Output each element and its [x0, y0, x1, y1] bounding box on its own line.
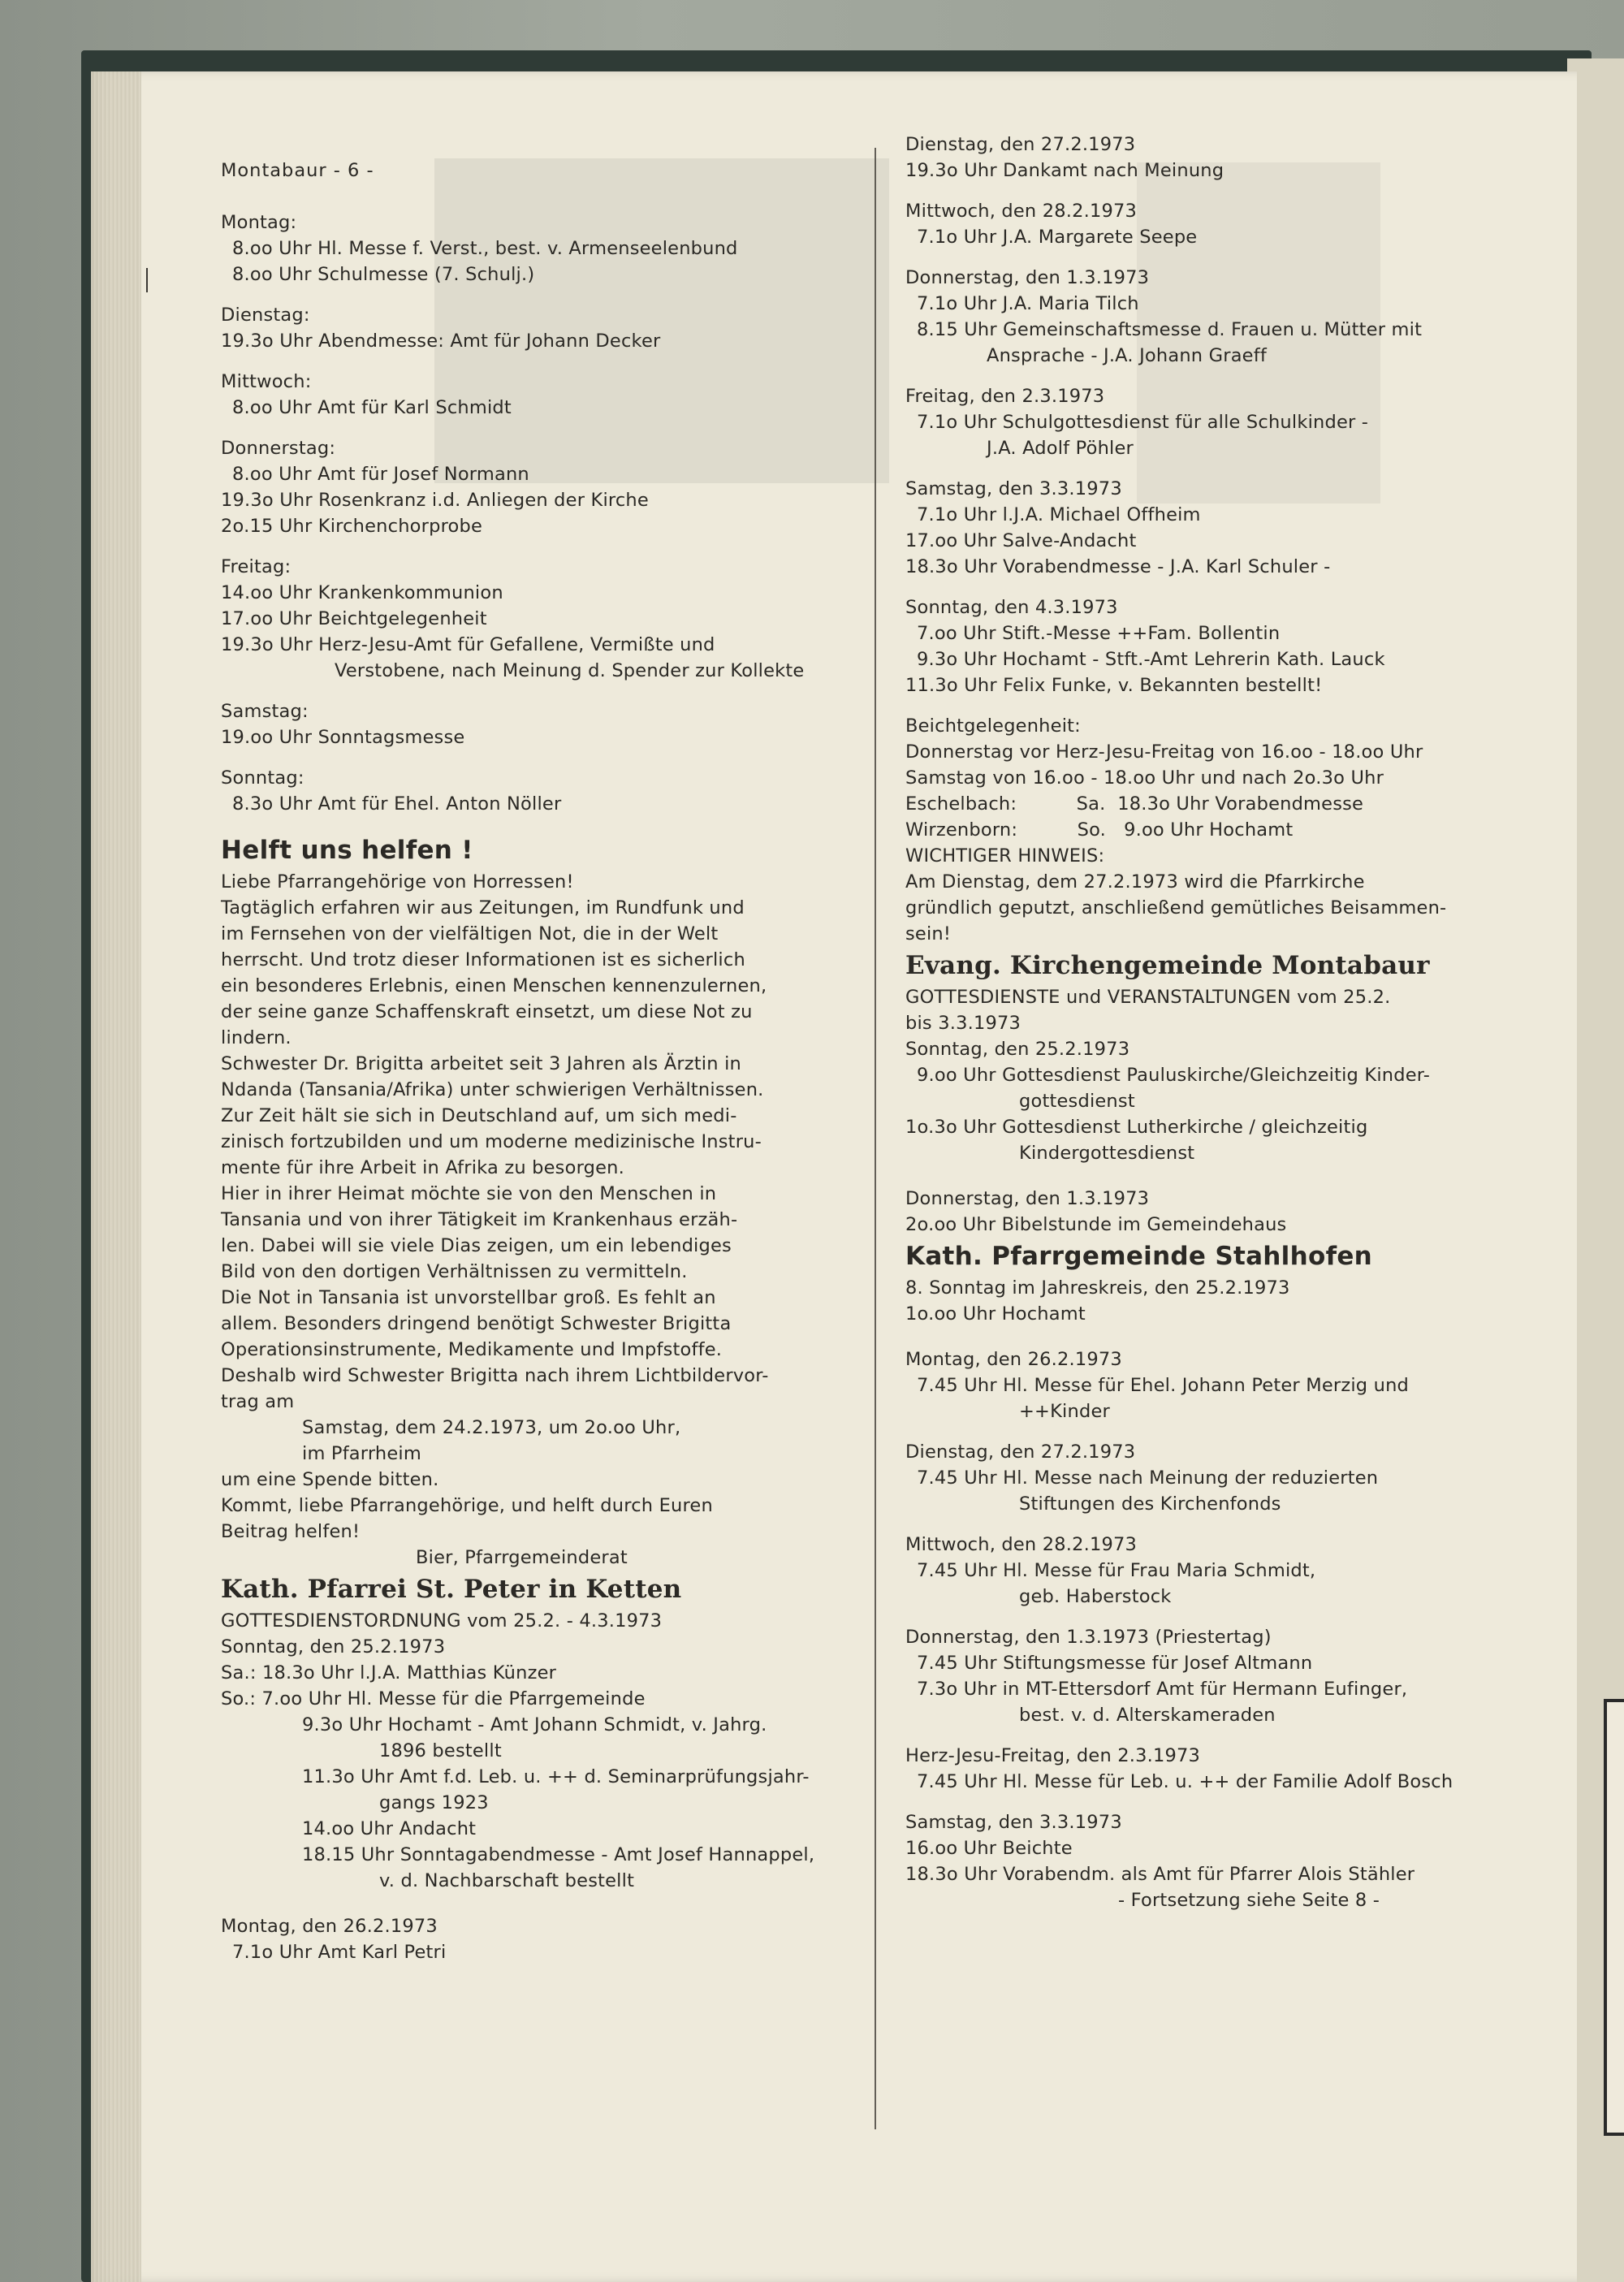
spacer — [221, 750, 870, 765]
text-line: Samstag: — [221, 701, 309, 722]
text-line: gangs 1923 — [379, 1792, 489, 1813]
text-line: 1896 bestellt — [379, 1740, 502, 1761]
text-line: Sonntag, den 4.3.1973 — [905, 597, 1118, 618]
text-line: Donnerstag, den 1.3.1973 — [905, 267, 1150, 288]
text-line: Kindergottesdienst — [1019, 1143, 1195, 1164]
text-line: bis 3.3.1973 — [905, 1013, 1021, 1034]
text-line: Sonntag, den 25.2.1973 — [221, 1636, 446, 1657]
text-line: Liebe Pfarrangehörige von Horressen! — [221, 871, 574, 892]
text-line: Samstag, den 3.3.1973 — [905, 1812, 1122, 1833]
text-line: zinisch fortzubilden und um moderne medizinische Instru- — [221, 1131, 762, 1152]
text-line: Sonntag, den 25.2.1973 — [905, 1039, 1130, 1060]
text-line: Tansania und von ihrer Tätigkeit im Krankenhaus erzäh- — [221, 1209, 738, 1230]
text-line: gründlich geputzt, anschließend gemütliches Beisammen- — [905, 897, 1447, 918]
text-line: 11.3o Uhr Felix Funke, v. Bekannten bestellt! — [905, 675, 1323, 696]
text-line: best. v. d. Alterskameraden — [1019, 1705, 1276, 1726]
text-line: len. Dabei will sie viele Dias zeigen, um ein lebendiges — [221, 1235, 732, 1256]
spacer — [221, 539, 870, 554]
spacer — [905, 1424, 1547, 1439]
text-line: 7.1o Uhr J.A. Maria Tilch — [917, 293, 1139, 314]
text-line: ++Kinder — [1019, 1401, 1110, 1422]
text-line: Montag, den 26.2.1973 — [905, 1349, 1122, 1370]
text-line: 8.15 Uhr Gemeinschaftsmesse d. Frauen u. Mütter mit — [917, 319, 1423, 340]
text-line: um eine Spende bitten. — [221, 1469, 439, 1490]
text-line: Samstag, dem 24.2.1973, um 2o.oo Uhr, — [302, 1417, 681, 1438]
text-line: Ndanda (Tansania/Afrika) unter schwierigen Verhältnissen. — [221, 1079, 764, 1100]
text-line: Beichtgelegenheit: — [905, 715, 1081, 737]
left-column — [221, 106, 870, 1965]
text-line: Donnerstag: — [221, 438, 336, 459]
page-stack-edge — [91, 71, 141, 2282]
text-line: 8. Sonntag im Jahreskreis, den 25.2.1973 — [905, 1277, 1290, 1299]
text-line: Mittwoch: — [221, 371, 312, 392]
text-line: Wirzenborn: So. 9.oo Uhr Hochamt — [905, 819, 1294, 841]
spacer — [221, 1894, 870, 1913]
page-header: Montabaur - 6 - — [221, 160, 374, 181]
text-line: 7.1o Uhr Schulgottesdienst für alle Schulkinder - — [917, 412, 1369, 433]
text-line: herrscht. Und trotz dieser Informationen ist es sicherlich — [221, 949, 745, 970]
spacer — [221, 817, 870, 832]
text-line: 19.3o Uhr Rosenkranz i.d. Anliegen der Kirche — [221, 490, 649, 511]
spacer — [905, 369, 1547, 383]
text-line: 1o.oo Uhr Hochamt — [905, 1303, 1086, 1325]
text-line: 19.3o Uhr Abendmesse: Amt für Johann Decker — [221, 331, 661, 352]
section-heading: Kath. Pfarrgemeinde Stahlhofen — [905, 1242, 1373, 1271]
text-line: Ansprache - J.A. Johann Graeff — [987, 345, 1267, 366]
text-line: - Fortsetzung siehe Seite 8 - — [1118, 1890, 1380, 1911]
text-line: Tagtäglich erfahren wir aus Zeitungen, im Rundfunk und — [221, 897, 745, 918]
text-line: 17.oo Uhr Salve-Andacht — [905, 530, 1137, 551]
text-line: Die Not in Tansania ist unvorstellbar groß. Es fehlt an — [221, 1287, 716, 1308]
margin-mark — [146, 268, 148, 292]
text-line: 19.3o Uhr Dankamt nach Meinung — [905, 160, 1224, 181]
text-line: Hier in ihrer Heimat möchte sie von den Menschen in — [221, 1183, 717, 1204]
text-line: 7.45 Uhr Hl. Messe für Ehel. Johann Peter Merzig und — [917, 1375, 1410, 1396]
spacer — [905, 1327, 1547, 1346]
text-line: 7.45 Uhr Hl. Messe für Leb. u. ++ der Familie Adolf Bosch — [917, 1771, 1453, 1792]
text-line: 1o.3o Uhr Gottesdienst Lutherkirche / gleichzeitig — [905, 1117, 1368, 1138]
text-line: 18.3o Uhr Vorabendm. als Amt für Pfarrer Alois Stähler — [905, 1864, 1415, 1885]
text-line: v. d. Nachbarschaft bestellt — [379, 1870, 635, 1891]
text-line: Sonntag: — [221, 767, 304, 789]
text-line: sein! — [905, 923, 952, 944]
text-line: Eschelbach: Sa. 18.3o Uhr Vorabendmesse — [905, 793, 1364, 815]
text-line: 7.1o Uhr J.A. Margarete Seepe — [917, 227, 1198, 248]
text-line: 17.oo Uhr Beichtgelegenheit — [221, 608, 487, 629]
spacer — [905, 1795, 1547, 1809]
text-line: J.A. Adolf Pöhler — [987, 438, 1134, 459]
spacer — [905, 1610, 1547, 1624]
text-line: 16.oo Uhr Beichte — [905, 1838, 1073, 1859]
text-line: Donnerstag, den 1.3.1973 — [905, 1188, 1150, 1209]
text-line: 7.45 Uhr Stiftungsmesse für Josef Altmann — [917, 1653, 1313, 1674]
section-heading: Helft uns helfen ! — [221, 836, 473, 865]
spacer — [221, 421, 870, 435]
text-line: 8.oo Uhr Amt für Josef Normann — [232, 464, 529, 485]
text-line: 8.3o Uhr Amt für Ehel. Anton Nöller — [232, 793, 562, 815]
text-line: 7.oo Uhr Stift.-Messe ++Fam. Bollentin — [917, 623, 1281, 644]
text-line: So.: 7.oo Uhr Hl. Messe für die Pfarrgemeinde — [221, 1688, 646, 1709]
text-line: 18.3o Uhr Vorabendmesse - J.A. Karl Schuler - — [905, 556, 1331, 577]
text-line: geb. Haberstock — [1019, 1586, 1172, 1607]
text-line: Donnerstag, den 1.3.1973 (Priestertag) — [905, 1627, 1272, 1648]
text-line: 7.45 Uhr Hl. Messe nach Meinung der reduzierten — [917, 1467, 1379, 1489]
text-line: Verstobene, nach Meinung d. Spender zur Kollekte — [335, 660, 805, 681]
spacer — [905, 1517, 1547, 1532]
text-line: lindern. — [221, 1027, 292, 1048]
text-line: Zur Zeit hält sie sich in Deutschland auf, um sich medi- — [221, 1105, 737, 1126]
spacer — [905, 580, 1547, 594]
text-line: 2o.oo Uhr Bibelstunde im Gemeindehaus — [905, 1214, 1287, 1235]
text-line: 8.oo Uhr Schulmesse (7. Schulj.) — [232, 264, 535, 285]
spacer — [221, 684, 870, 698]
text-line: 9.oo Uhr Gottesdienst Pauluskirche/Gleichzeitig Kinder- — [917, 1065, 1431, 1086]
text-line: 7.3o Uhr in MT-Ettersdorf Amt für Hermann Eufinger, — [917, 1679, 1408, 1700]
text-line: Samstag, den 3.3.1973 — [905, 478, 1122, 499]
text-line: ein besonderes Erlebnis, einen Menschen kennenzulernen, — [221, 975, 767, 996]
text-line: Bier, Pfarrgemeinderat — [416, 1547, 628, 1568]
text-line: 11.3o Uhr Amt f.d. Leb. u. ++ d. Seminarprüfungsjahr- — [302, 1766, 810, 1787]
text-line: 19.oo Uhr Sonntagsmesse — [221, 727, 465, 748]
text-line: Samstag von 16.oo - 18.oo Uhr und nach 2o.3o Uhr — [905, 767, 1384, 789]
text-line: im Fernsehen von der vielfältigen Not, die in der Welt — [221, 923, 719, 944]
text-line: allem. Besonders dringend benötigt Schwester Brigitta — [221, 1313, 732, 1334]
spacer — [905, 1728, 1547, 1743]
text-line: Dienstag, den 27.2.1973 — [905, 134, 1136, 155]
section-heading: Kath. Pfarrei St. Peter in Ketten — [221, 1575, 682, 1604]
text-line: 7.1o Uhr l.J.A. Michael Offheim — [917, 504, 1201, 525]
spacer — [905, 184, 1547, 198]
text-line: Schwester Dr. Brigitta arbeitet seit 3 Jahren als Ärztin in — [221, 1053, 741, 1074]
text-line: Kommt, liebe Pfarrangehörige, und helft durch Euren — [221, 1495, 713, 1516]
spacer — [221, 287, 870, 302]
text-line: Freitag, den 2.3.1973 — [905, 386, 1105, 407]
text-line: Dienstag: — [221, 305, 310, 326]
adjacent-page-box — [1604, 1699, 1624, 2136]
text-line: 7.45 Uhr Hl. Messe für Frau Maria Schmidt, — [917, 1560, 1316, 1581]
text-line: 2o.15 Uhr Kirchenchorprobe — [221, 516, 483, 537]
text-line: 7.1o Uhr Amt Karl Petri — [232, 1942, 447, 1963]
text-line: trag am — [221, 1391, 295, 1412]
text-line: Freitag: — [221, 556, 292, 577]
text-line: Operationsinstrumente, Medikamente und Impfstoffe. — [221, 1339, 723, 1360]
text-line: Montag: — [221, 212, 297, 233]
text-line: gottesdienst — [1019, 1091, 1135, 1112]
text-line: Beitrag helfen! — [221, 1521, 361, 1542]
spacer — [905, 1166, 1547, 1186]
text-line: 9.3o Uhr Hochamt - Amt Johann Schmidt, v. Jahrg. — [302, 1714, 767, 1735]
text-line: 18.15 Uhr Sonntagabendmesse - Amt Josef Hannappel, — [302, 1844, 815, 1865]
text-line: Bild von den dortigen Verhältnissen zu vermitteln. — [221, 1261, 688, 1282]
text-line: Am Dienstag, dem 27.2.1973 wird die Pfarrkirche — [905, 871, 1365, 892]
text-line: Sa.: 18.3o Uhr l.J.A. Matthias Künzer — [221, 1662, 557, 1683]
spacer — [905, 250, 1547, 265]
text-line: der seine ganze Schaffenskraft einsetzt, um diese Not zu — [221, 1001, 753, 1022]
text-line: mente für ihre Arbeit in Afrika zu besorgen. — [221, 1157, 624, 1178]
text-line: Montag, den 26.2.1973 — [221, 1916, 438, 1937]
section-heading: Evang. Kirchengemeinde Montabaur — [905, 951, 1430, 980]
text-line: 14.oo Uhr Krankenkommunion — [221, 582, 503, 603]
text-line: Mittwoch, den 28.2.1973 — [905, 1534, 1138, 1555]
text-line: GOTTESDIENSTE und VERANSTALTUNGEN vom 25.2. — [905, 987, 1391, 1008]
text-line: GOTTESDIENSTORDNUNG vom 25.2. - 4.3.1973 — [221, 1610, 663, 1632]
text-line: im Pfarrheim — [302, 1443, 421, 1464]
text-line: WICHTIGER HINWEIS: — [905, 845, 1105, 867]
text-line: 8.oo Uhr Hl. Messe f. Verst., best. v. Armenseelenbund — [232, 238, 738, 259]
text-line: 8.oo Uhr Amt für Karl Schmidt — [232, 397, 512, 418]
text-line: 19.3o Uhr Herz-Jesu-Amt für Gefallene, Vermißte und — [221, 634, 715, 655]
text-line: Herz-Jesu-Freitag, den 2.3.1973 — [905, 1745, 1201, 1766]
text-line: Deshalb wird Schwester Brigitta nach ihrem Lichtbildervor- — [221, 1365, 769, 1386]
text-line: Mittwoch, den 28.2.1973 — [905, 201, 1138, 222]
text-line: Dienstag, den 27.2.1973 — [905, 1441, 1136, 1463]
text-line: Donnerstag vor Herz-Jesu-Freitag von 16.oo - 18.oo Uhr — [905, 741, 1423, 763]
text-line: 9.3o Uhr Hochamt - Stft.-Amt Lehrerin Kath. Lauck — [917, 649, 1385, 670]
column-divider — [875, 148, 876, 2129]
right-column — [905, 132, 1547, 1913]
text-line: 14.oo Uhr Andacht — [302, 1818, 477, 1839]
spacer — [905, 698, 1547, 713]
spacer — [221, 354, 870, 369]
text-line: Stiftungen des Kirchenfonds — [1019, 1493, 1281, 1515]
spacer — [905, 461, 1547, 476]
